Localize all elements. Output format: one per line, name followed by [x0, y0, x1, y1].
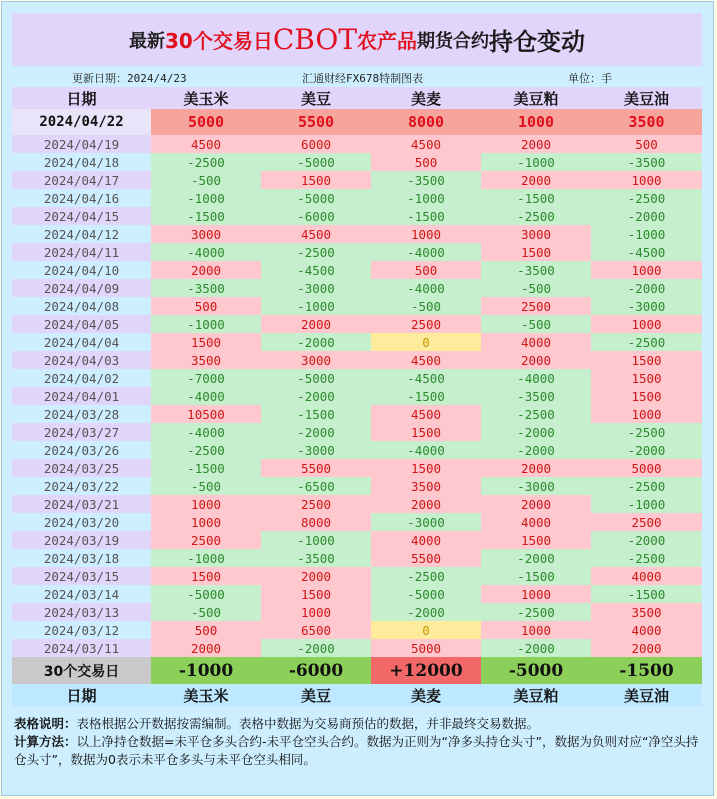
note-method	[14, 733, 704, 769]
row-date: 2024/03/12	[12, 621, 151, 639]
title-middle: 期货合约	[417, 30, 489, 52]
row-value: -4000	[151, 387, 261, 405]
row-value: 1500	[151, 333, 261, 351]
row-value: -3500	[261, 549, 371, 567]
row-value: 500	[591, 135, 702, 153]
row-date: 2024/03/25	[12, 459, 151, 477]
row-value: -1000	[591, 495, 702, 513]
table-row	[12, 333, 702, 351]
row-value: 4000	[591, 567, 702, 585]
row-value: 2500	[261, 495, 371, 513]
row-value: -1500	[371, 207, 481, 225]
row-value: 2000	[591, 639, 702, 657]
row-date: 2024/03/21	[12, 495, 151, 513]
row-value: 1000	[591, 315, 702, 333]
note-label-description: 表格说明：	[14, 716, 77, 731]
source-label: 汇通财经FX678特制图表	[302, 72, 424, 85]
table-row	[12, 405, 702, 423]
footer-header: 美豆粕	[481, 684, 591, 706]
row-value: -2000	[591, 531, 702, 549]
column-header: 美麦	[371, 87, 481, 109]
title-category: 农产品	[357, 29, 417, 53]
row-value: 1000	[481, 585, 591, 603]
row-value: -1000	[261, 297, 371, 315]
row-value: -4000	[371, 279, 481, 297]
row-value: 3000	[261, 351, 371, 369]
row-value: -500	[151, 477, 261, 495]
table-row	[12, 369, 702, 387]
row-value: 2000	[481, 351, 591, 369]
latest-date: 2024/04/22	[12, 109, 151, 135]
row-value: 1000	[481, 621, 591, 639]
row-value: -1500	[151, 459, 261, 477]
row-value: 1000	[591, 261, 702, 279]
title-suffix: 持仓变动	[489, 28, 585, 56]
row-value: -1000	[151, 549, 261, 567]
table-row	[12, 477, 702, 495]
total-value: -1000	[151, 657, 261, 684]
row-value: -2000	[591, 207, 702, 225]
latest-value: 5000	[151, 109, 261, 135]
total-value: -1500	[591, 657, 702, 684]
row-value: -1500	[261, 405, 371, 423]
row-date: 2024/04/03	[12, 351, 151, 369]
row-value: -1000	[261, 531, 371, 549]
row-value: 0	[371, 621, 481, 639]
row-value: 1500	[591, 387, 702, 405]
row-value: 1500	[151, 567, 261, 585]
row-value: -3500	[481, 387, 591, 405]
row-value: 2500	[371, 315, 481, 333]
row-date: 2024/03/28	[12, 405, 151, 423]
row-date: 2024/04/18	[12, 153, 151, 171]
title-days: 30个交易日	[165, 29, 273, 53]
row-value: 0	[371, 333, 481, 351]
table-notes	[14, 715, 704, 769]
row-value: -7000	[151, 369, 261, 387]
row-value: -3500	[591, 153, 702, 171]
row-value: -3000	[261, 279, 371, 297]
row-value: 2000	[481, 171, 591, 189]
row-date: 2024/04/15	[12, 207, 151, 225]
row-value: 1500	[261, 171, 371, 189]
row-value: -2500	[371, 567, 481, 585]
row-date: 2024/03/26	[12, 441, 151, 459]
row-value: -4000	[371, 441, 481, 459]
row-value: 2000	[481, 135, 591, 153]
row-date: 2024/03/15	[12, 567, 151, 585]
row-value: 1500	[591, 351, 702, 369]
row-value: -2500	[591, 549, 702, 567]
row-value: -2500	[261, 243, 371, 261]
row-value: 4000	[481, 333, 591, 351]
table-row	[12, 351, 702, 369]
row-value: 1000	[591, 171, 702, 189]
row-value: 500	[371, 261, 481, 279]
row-value: -3500	[151, 279, 261, 297]
table-row	[12, 423, 702, 441]
row-value: 1500	[371, 459, 481, 477]
row-date: 2024/03/22	[12, 477, 151, 495]
note-label-method: 计算方法：	[14, 734, 77, 749]
latest-value: 8000	[371, 109, 481, 135]
footer-header: 美豆	[261, 684, 371, 706]
row-value: -2000	[481, 441, 591, 459]
row-value: -2000	[371, 603, 481, 621]
row-value: 3500	[371, 477, 481, 495]
row-value: 8000	[261, 513, 371, 531]
footer-header: 日期	[12, 684, 151, 706]
row-value: 2500	[591, 513, 702, 531]
table-row	[12, 261, 702, 279]
total-value: -6000	[261, 657, 371, 684]
row-value: 1500	[371, 423, 481, 441]
row-value: 500	[151, 297, 261, 315]
row-value: 2000	[371, 495, 481, 513]
row-date: 2024/04/01	[12, 387, 151, 405]
table-row	[12, 585, 702, 603]
table-row	[12, 279, 702, 297]
row-value: 2000	[151, 261, 261, 279]
row-date: 2024/03/11	[12, 639, 151, 657]
row-value: -5000	[261, 189, 371, 207]
row-value: -2000	[261, 639, 371, 657]
row-value: -1000	[591, 225, 702, 243]
footer-row	[12, 684, 702, 706]
row-value: -5000	[261, 369, 371, 387]
row-value: -5000	[151, 585, 261, 603]
footer-header: 美玉米	[151, 684, 261, 706]
row-value: -3000	[371, 513, 481, 531]
row-date: 2024/03/14	[12, 585, 151, 603]
table-row	[12, 495, 702, 513]
latest-row	[12, 109, 702, 135]
row-value: -1500	[481, 189, 591, 207]
row-value: 4000	[481, 513, 591, 531]
row-value: -2000	[481, 549, 591, 567]
row-value: -500	[371, 297, 481, 315]
note-text-description: 表格根据公开数据按需编制。表格中数据为交易商预估的数据，并非最终交易数据。	[76, 716, 540, 731]
title-cbot: CBOT	[272, 23, 357, 56]
row-value: -4500	[371, 369, 481, 387]
row-value: -5000	[261, 153, 371, 171]
row-value: -4500	[261, 261, 371, 279]
row-value: -2500	[591, 333, 702, 351]
row-value: 5000	[591, 459, 702, 477]
table-row	[12, 621, 702, 639]
column-header: 美玉米	[151, 87, 261, 109]
row-value: 3000	[151, 225, 261, 243]
row-value: 2500	[151, 531, 261, 549]
row-value: -2500	[151, 441, 261, 459]
table-row	[12, 531, 702, 549]
row-value: -2000	[261, 333, 371, 351]
row-value: -1500	[591, 585, 702, 603]
row-value: -500	[151, 171, 261, 189]
table-row	[12, 297, 702, 315]
row-value: 1000	[371, 225, 481, 243]
row-date: 2024/03/27	[12, 423, 151, 441]
unit-label: 单位：手	[568, 72, 612, 85]
total-value: -5000	[481, 657, 591, 684]
table-row	[12, 189, 702, 207]
table-row	[12, 459, 702, 477]
table-row	[12, 315, 702, 333]
row-value: -1500	[371, 387, 481, 405]
row-value: -500	[481, 279, 591, 297]
row-value: 5000	[371, 639, 481, 657]
row-date: 2024/03/13	[12, 603, 151, 621]
table-row	[12, 441, 702, 459]
table-row	[12, 153, 702, 171]
row-value: 4500	[261, 225, 371, 243]
table-row	[12, 387, 702, 405]
row-value: -2500	[481, 405, 591, 423]
row-value: 4000	[371, 531, 481, 549]
table-row	[12, 513, 702, 531]
row-value: 4500	[371, 135, 481, 153]
row-value: -4000	[151, 423, 261, 441]
row-value: 3500	[591, 603, 702, 621]
row-value: -2000	[591, 441, 702, 459]
row-date: 2024/04/16	[12, 189, 151, 207]
row-value: -3500	[481, 261, 591, 279]
table-row	[12, 225, 702, 243]
row-value: -2000	[481, 639, 591, 657]
row-value: 2000	[481, 459, 591, 477]
row-value: -4000	[371, 243, 481, 261]
footer-header: 美麦	[371, 684, 481, 706]
row-value: -2000	[591, 279, 702, 297]
row-value: -5000	[371, 585, 481, 603]
row-date: 2024/04/11	[12, 243, 151, 261]
row-date: 2024/04/17	[12, 171, 151, 189]
row-value: -2500	[481, 207, 591, 225]
row-date: 2024/04/04	[12, 333, 151, 351]
row-date: 2024/04/09	[12, 279, 151, 297]
row-date: 2024/03/18	[12, 549, 151, 567]
table-row	[12, 243, 702, 261]
row-value: 1500	[481, 243, 591, 261]
row-value: -500	[151, 603, 261, 621]
row-value: -6000	[261, 207, 371, 225]
row-value: 1000	[151, 495, 261, 513]
latest-value: 3500	[591, 109, 702, 135]
table-row	[12, 207, 702, 225]
row-date: 2024/03/19	[12, 531, 151, 549]
note-description	[14, 715, 704, 733]
chart-title	[12, 13, 702, 66]
row-value: 5500	[371, 549, 481, 567]
column-header: 美豆	[261, 87, 371, 109]
row-value: -4000	[151, 243, 261, 261]
row-value: 1500	[591, 369, 702, 387]
row-date: 2024/04/05	[12, 315, 151, 333]
row-value: 1500	[261, 585, 371, 603]
row-value: -2500	[591, 477, 702, 495]
row-value: -1000	[481, 153, 591, 171]
row-value: 4500	[371, 351, 481, 369]
table-row	[12, 549, 702, 567]
row-value: 3500	[151, 351, 261, 369]
row-date: 2024/03/20	[12, 513, 151, 531]
row-value: 2000	[151, 639, 261, 657]
row-value: 500	[151, 621, 261, 639]
update-date: 更新日期：2024/4/23	[72, 72, 187, 85]
row-value: 500	[371, 153, 481, 171]
total-row	[12, 657, 702, 684]
row-date: 2024/04/19	[12, 135, 151, 153]
table-row	[12, 603, 702, 621]
row-value: 2000	[481, 495, 591, 513]
row-value: 10500	[151, 405, 261, 423]
footer-header: 美豆油	[591, 684, 702, 706]
row-value: 6500	[261, 621, 371, 639]
row-value: -2500	[591, 423, 702, 441]
row-value: -4000	[481, 369, 591, 387]
position-table	[12, 87, 702, 706]
row-date: 2024/04/02	[12, 369, 151, 387]
row-value: -2500	[481, 603, 591, 621]
row-value: 1500	[481, 531, 591, 549]
row-value: 2500	[481, 297, 591, 315]
table-row	[12, 639, 702, 657]
total-value: +12000	[371, 657, 481, 684]
row-value: 5500	[261, 459, 371, 477]
row-value: -3500	[371, 171, 481, 189]
row-value: 1000	[261, 603, 371, 621]
column-header: 美豆粕	[481, 87, 591, 109]
row-value: -6500	[261, 477, 371, 495]
row-value: -1500	[481, 567, 591, 585]
row-value: -2500	[591, 189, 702, 207]
row-value: 4500	[151, 135, 261, 153]
row-value: -2000	[261, 423, 371, 441]
row-value: -500	[481, 315, 591, 333]
row-value: -2500	[151, 153, 261, 171]
row-value: 4500	[371, 405, 481, 423]
row-value: -1500	[151, 207, 261, 225]
table-row	[12, 135, 702, 153]
row-value: 3000	[481, 225, 591, 243]
row-value: -2000	[481, 423, 591, 441]
row-value: -3000	[481, 477, 591, 495]
table-row	[12, 171, 702, 189]
row-value: -2000	[261, 387, 371, 405]
row-value: -4500	[591, 243, 702, 261]
row-value: 1000	[591, 405, 702, 423]
row-date: 2024/04/10	[12, 261, 151, 279]
latest-value: 5500	[261, 109, 371, 135]
row-date: 2024/04/08	[12, 297, 151, 315]
column-header: 美豆油	[591, 87, 702, 109]
table-row	[12, 567, 702, 585]
row-value: 1000	[151, 513, 261, 531]
row-value: -3000	[591, 297, 702, 315]
row-value: 6000	[261, 135, 371, 153]
latest-value: 1000	[481, 109, 591, 135]
row-value: -1000	[151, 189, 261, 207]
row-value: -1000	[371, 189, 481, 207]
row-value: 4000	[591, 621, 702, 639]
row-value: 2000	[261, 567, 371, 585]
row-value: 2000	[261, 315, 371, 333]
row-value: -3000	[261, 441, 371, 459]
row-date: 2024/04/12	[12, 225, 151, 243]
header-row	[12, 87, 702, 109]
column-header: 日期	[12, 87, 151, 109]
note-text-method: 以上净持仓数据=未平仓多头合约-未平仓空头合约。数据为正则为“净多头持仓头寸”，数据为负则对应“净空头持仓头寸”，数据为0表示未平仓多头与未平仓空头相同。	[14, 734, 699, 767]
total-label: 30个交易日	[12, 657, 151, 684]
row-value: -1000	[151, 315, 261, 333]
title-prefix: 最新	[129, 30, 165, 52]
